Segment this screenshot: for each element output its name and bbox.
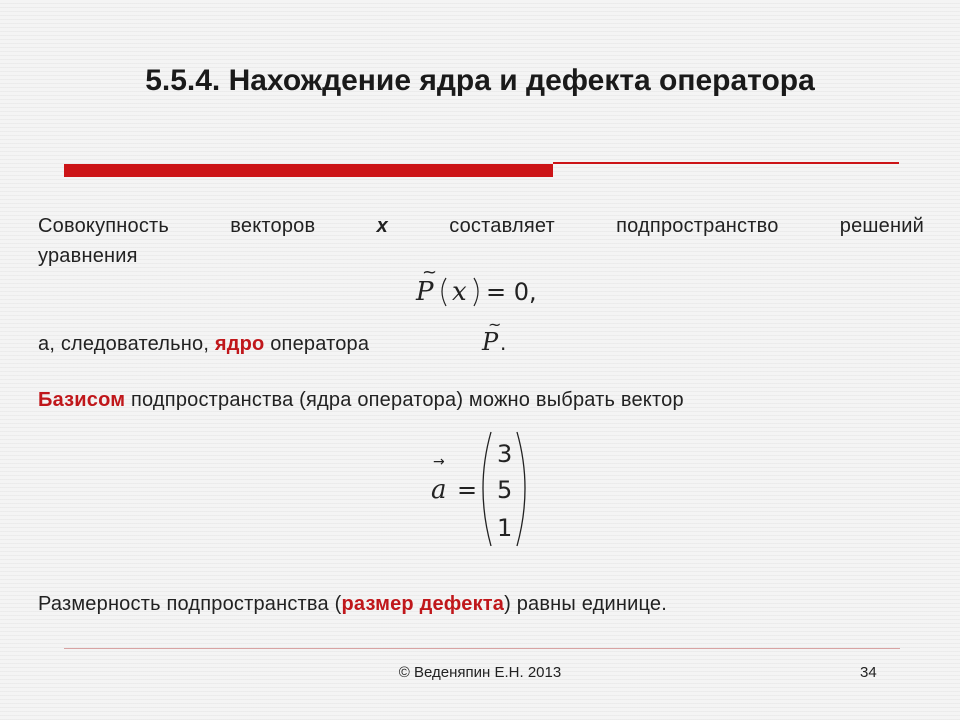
- para4-text-a: Размерность подпространства (: [38, 593, 342, 615]
- paragraph-1-line2: уравнения: [38, 245, 138, 267]
- vector-component-1: 3: [497, 440, 513, 468]
- paragraph-1: [38, 212, 924, 240]
- svg-text:P: P: [482, 328, 499, 356]
- footer-copyright: © Веденяпин Е.Н. 2013: [398, 664, 562, 681]
- para2-text-b: оператора: [270, 333, 370, 355]
- vector-component-3: 1: [497, 514, 513, 542]
- eq1-rhs: = 0,: [486, 278, 537, 306]
- vector-component-2: 5: [497, 476, 513, 504]
- para1-var-x: x: [376, 215, 388, 237]
- title-underline-thick: [64, 164, 553, 177]
- svg-text:.: .: [500, 331, 507, 355]
- para3-text: подпространства (ядра оператора) можно выбрать вектор: [131, 389, 684, 411]
- paragraph-2: [38, 330, 369, 358]
- vector-name: a: [431, 475, 447, 505]
- para1-text-a: Совокупность векторов: [38, 215, 316, 237]
- page-number: 34: [860, 664, 877, 681]
- basis-vector-equation: [425, 428, 535, 552]
- vector-paren-right: [517, 432, 525, 546]
- vector-arrow: →: [433, 454, 445, 470]
- paragraph-4: [38, 590, 667, 618]
- eq1-operator: P: [416, 277, 434, 307]
- para3-basis-term: Базисом: [38, 389, 126, 411]
- svg-text:~: ~: [488, 318, 502, 334]
- vector-equals: =: [457, 476, 478, 504]
- para4-defect-term: размер дефекта: [341, 593, 505, 615]
- para2-kernel-term: ядро: [214, 333, 265, 355]
- footer-divider: [64, 648, 900, 649]
- eq1-paren-left: [442, 278, 446, 306]
- eq1-arg: x: [452, 277, 467, 307]
- para4-text-b: ) равны единице.: [504, 593, 668, 615]
- title-underline-thin: [553, 162, 899, 164]
- para1-text-b: составляет подпространство решений: [449, 215, 924, 237]
- equation-kernel: [410, 266, 570, 312]
- vector-paren-left: [483, 432, 491, 546]
- eq1-paren-right: [474, 278, 478, 306]
- operator-symbol-inline: [480, 318, 520, 358]
- slide-title: 5.5.4. Нахождение ядра и дефекта оператора: [145, 64, 815, 97]
- para2-text-a: а, следовательно,: [38, 333, 210, 355]
- eq1-tilde: ~: [422, 266, 438, 283]
- paragraph-3: [38, 386, 684, 414]
